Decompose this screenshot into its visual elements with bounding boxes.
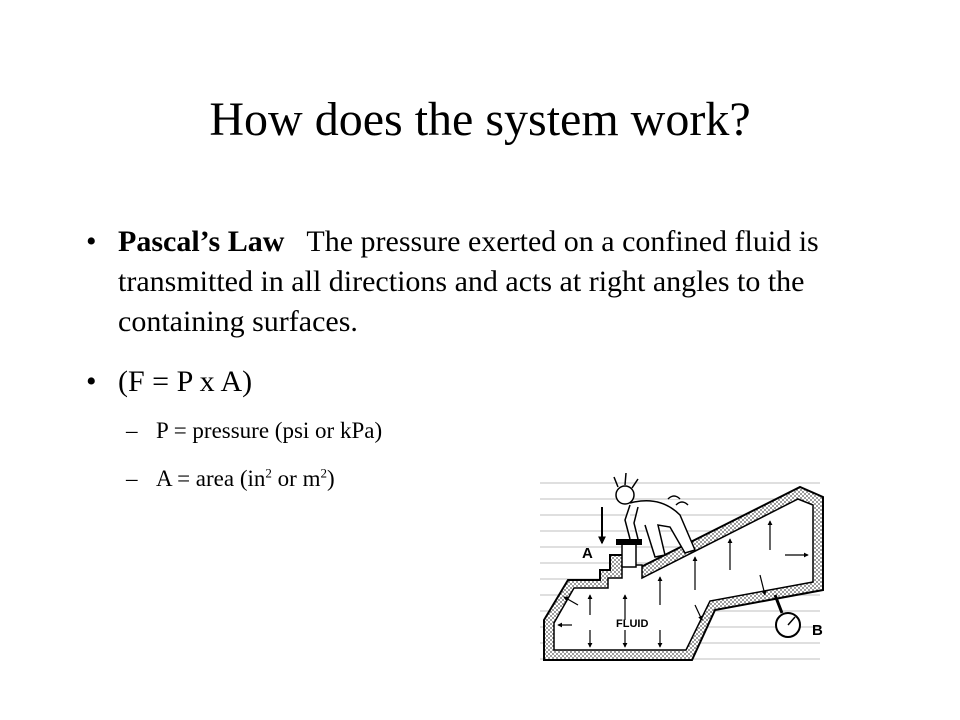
sub-bullet-text: P = pressure (psi or kPa) <box>156 418 383 443</box>
label-b: B <box>812 622 823 639</box>
bullet-term: Pascal’s Law <box>118 225 285 258</box>
fluid-label: FLUID <box>616 618 649 630</box>
pressure-gauge-b <box>775 595 800 637</box>
sub-bullet-marker: – <box>126 418 138 443</box>
bullet-marker: • <box>86 225 97 258</box>
superscript: 2 <box>265 465 272 481</box>
pascal-diagram-svg <box>530 455 830 695</box>
bullet-text: (F = P x A) <box>118 365 253 398</box>
sub-bullet-text <box>156 464 335 494</box>
area-middle: or m <box>271 466 321 491</box>
bullet-text <box>118 222 858 342</box>
bullet-marker: • <box>86 365 97 398</box>
label-a: A <box>582 545 593 562</box>
pascal-law-diagram <box>530 455 830 695</box>
superscript: 2 <box>320 465 327 481</box>
slide-title: How does the system work? <box>209 93 751 146</box>
sub-bullet-marker: – <box>126 466 138 491</box>
bullet-definition: The pressure exerted on a confined fluid is transmitted in all directions and acts at right angles to the containing surfaces. <box>118 225 819 338</box>
area-prefix: A = area (in <box>156 466 266 491</box>
area-suffix: ) <box>326 466 335 491</box>
